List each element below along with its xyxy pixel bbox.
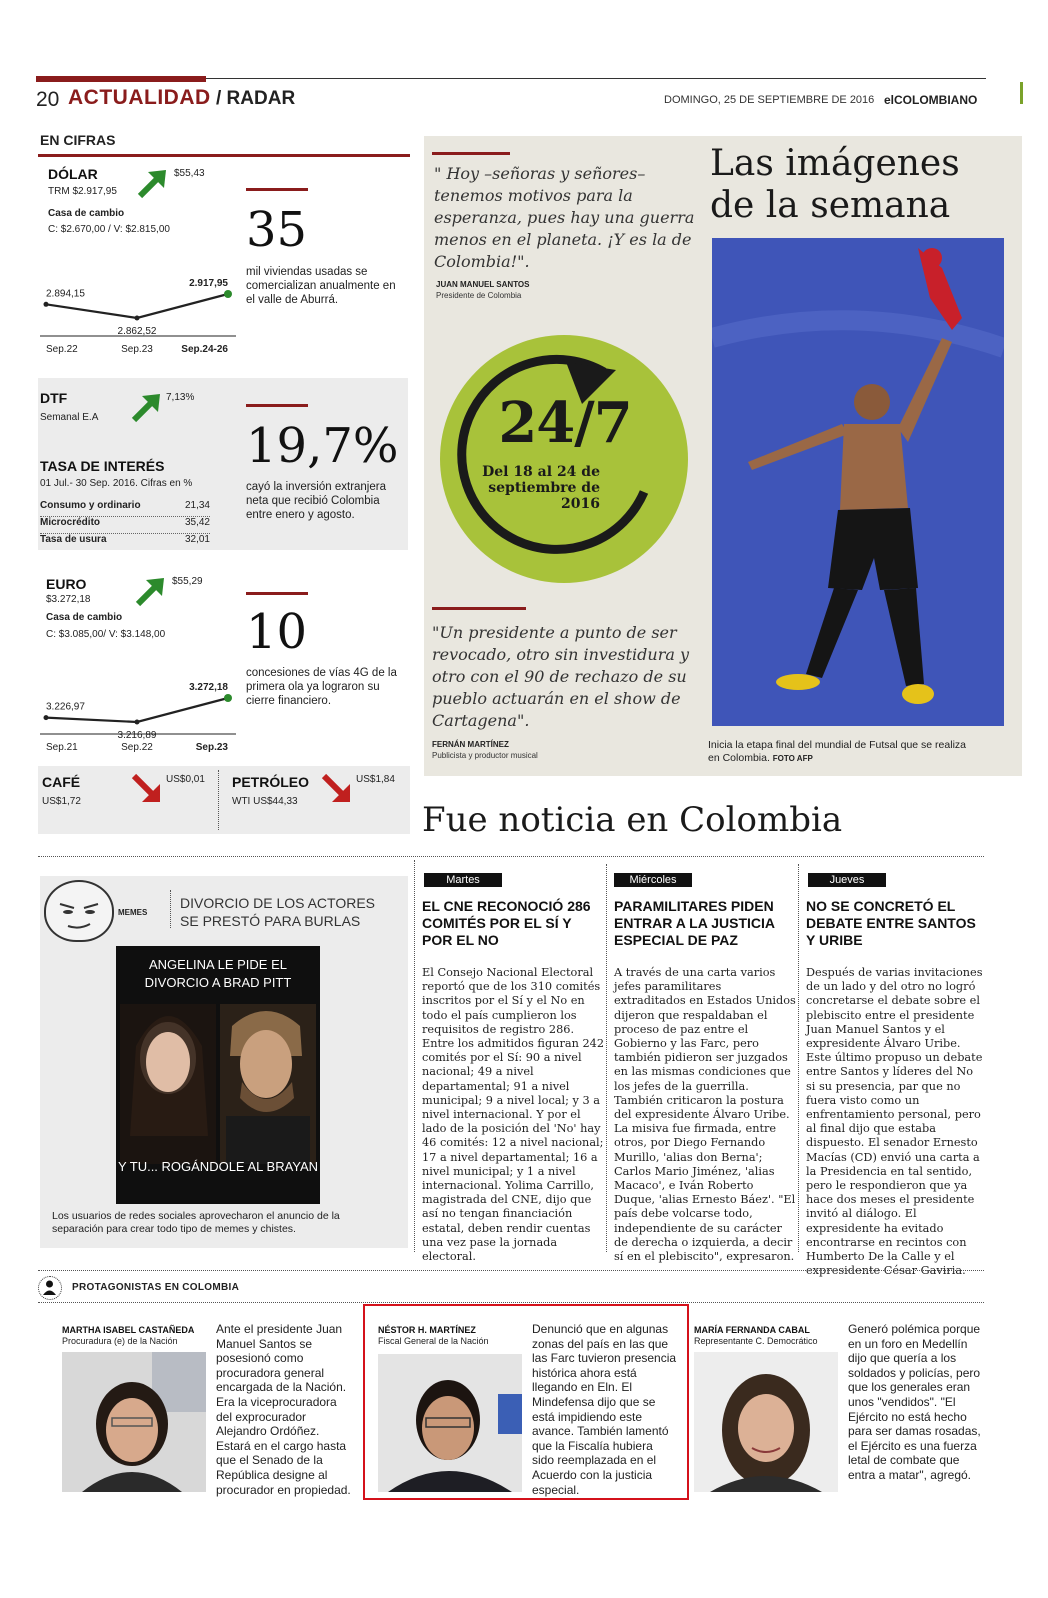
photo-caption-text: Inicia la etapa final del mundial de Futsal que se realiza en Colombia.	[708, 739, 966, 764]
euro-compra-venta: C: $3.085,00/ V: $3.148,00	[46, 629, 166, 640]
stat-number: 10	[246, 604, 308, 660]
chart-tick-label: Sep.22	[46, 344, 78, 355]
person-role: Representante C. Democrático	[694, 1336, 818, 1346]
quote-author: JUAN MANUEL SANTOS	[436, 280, 530, 289]
stat-caption: cayó la inversión extranjera neta que recibió Colombia entre enero y agosto.	[246, 481, 386, 521]
edge-marker	[1020, 82, 1023, 104]
commodities-panel	[38, 766, 410, 834]
dolar-compra-venta: C: $2.670,00 / V: $2.815,00	[48, 224, 170, 235]
dtf-change: 7,13%	[166, 392, 195, 403]
person-role: Procuradura (e) de la Nación	[62, 1336, 178, 1346]
chart-tick-label: Sep.21	[46, 742, 78, 753]
euro-casa-label: Casa de cambio	[46, 612, 123, 623]
news-headline: NO SE CONCRETÓ EL DEBATE ENTRE SANTOS Y URIBE	[806, 898, 976, 948]
tasa-table	[40, 500, 210, 551]
chart-tick-label: Sep.23	[121, 344, 153, 355]
stat-rule	[246, 188, 308, 191]
up-arrow-icon	[134, 574, 168, 608]
euro-change: $55,29	[172, 576, 203, 587]
chart-point	[135, 720, 140, 725]
tasa-row-value: 21,34	[184, 500, 210, 511]
meme-face-drawing	[46, 882, 112, 940]
petroleo-change: US$1,84	[356, 774, 395, 785]
person-glyph	[39, 1277, 60, 1298]
petroleo-value: WTI US$44,33	[232, 796, 298, 807]
chart-point	[224, 290, 232, 298]
column-divider	[414, 860, 415, 1252]
up-arrow-icon	[130, 390, 164, 424]
tasa-row-value: 35,42	[184, 517, 210, 528]
stat-number: 35	[246, 202, 308, 258]
protagonistas-rule	[38, 1302, 984, 1303]
tasa-sub: 01 Jul.- 30 Sep. 2016. Cifras en %	[40, 478, 193, 489]
newspaper-brand: elCOLOMBIANO	[884, 93, 978, 107]
portrait-drawing	[694, 1352, 838, 1492]
stat-number: 19,7%	[246, 418, 399, 474]
down-arrow-icon	[130, 772, 164, 806]
badge-dates: Del 18 al 24 de septiembre de 2016	[482, 464, 600, 512]
cifras-rule	[38, 154, 410, 157]
news-headline: EL CNE RECONOCIÓ 286 COMITÉS POR EL SÍ Y POR EL NO	[422, 898, 591, 948]
cifras-title: EN CIFRAS	[40, 132, 116, 148]
section-divider	[38, 856, 984, 857]
stat-caption: concesiones de vías 4G de la primera ola ya lograron su cierre financiero.	[246, 667, 397, 707]
section-divider	[38, 1270, 984, 1271]
issue-date: DOMINGO, 25 DE SEPTIEMBRE DE 2016	[664, 94, 875, 106]
subsection-title: / RADAR	[216, 88, 296, 109]
dolar-title: DÓLAR	[48, 166, 98, 182]
dolar-trm: TRM $2.917,95	[48, 186, 117, 197]
down-arrow-icon	[320, 772, 354, 806]
day-tag: Martes	[424, 873, 502, 887]
chart-tick-label: Sep.24-26	[181, 344, 228, 355]
day-tag: Jueves	[808, 873, 886, 887]
dtf-sub: Semanal E.A	[40, 412, 99, 423]
portrait-drawing	[378, 1354, 522, 1492]
stat-caption: mil viviendas usadas se comercializan anualmente en el valle de Aburrá.	[246, 266, 396, 306]
feature-quote: "Un presidente a punto de ser revocado, otro sin investidura y otro con el 90 de rechazo de su pueblo actuarán en el show de Cartagena".	[432, 623, 690, 730]
quote-author-role: Presidente de Colombia	[436, 291, 522, 300]
memes-title: DIVORCIO DE LOS ACTORES SE PRESTÓ PARA BURLAS	[180, 895, 376, 929]
meme-top-text: ANGELINA LE PIDE EL DIVORCIO A BRAD PITT	[144, 957, 292, 990]
feature-title: Las imágenes de la semana	[710, 143, 960, 226]
stat-rule	[246, 592, 308, 595]
euro-title: EURO	[46, 576, 87, 592]
chart-point	[44, 715, 49, 720]
feature-quote: " Hoy –señoras y señores– tenemos motivos para la esperanza, pues hay una guerra menos en el planeta. ¡Y es la de Colombia!".	[434, 164, 695, 271]
meme-face-icon	[44, 880, 114, 942]
chart-value-label: 2.917,95	[189, 278, 228, 289]
news-headline: PARAMILITARES PIDEN ENTRAR A LA JUSTICIA ESPECIAL DE PAZ	[614, 898, 775, 948]
page-number: 20	[36, 88, 60, 111]
section-title: ACTUALIDAD	[68, 86, 211, 109]
chart-value-label: 3.216,89	[117, 730, 157, 741]
stat-rule	[246, 404, 308, 407]
photo-credit: FOTO AFP	[772, 754, 813, 763]
portrait-drawing	[62, 1352, 206, 1492]
dolar-casa-label: Casa de cambio	[48, 208, 125, 219]
memes-divider	[170, 890, 171, 928]
person-role: Fiscal General de la Nación	[378, 1336, 489, 1346]
header-accent-bar	[36, 76, 206, 82]
futsal-photo	[712, 238, 1004, 726]
chart-value-label: 3.226,97	[46, 701, 85, 713]
noticia-title: Fue noticia en Colombia	[422, 800, 843, 840]
memes-tag: MEMES	[118, 908, 148, 917]
cafe-value: US$1,72	[42, 796, 81, 807]
news-body: El Consejo Nacional Electoral reportó que de los 310 comités inscritos por el Sí y el No en todo el país cumplieron los requisitos de registro 286. Entre los admitidos figuran 242 comités por el Sí: 90 a nivel nacional; 49 a nivel departamental; 91 a nivel municipal; 9 a nivel local; y 3 a nivel internacional. Y por el lado de la posición del 'No' hay 46 comités: 12 a nivel nacional; 17 a nivel departamental; 16 a nivel municipal; y 1 a nivel internacional. Yolima Carrillo, magistrada del CNE, dijo que así no tengan financiación estatal, deben rendir cuentas una vez pase la jornada electoral.	[422, 966, 605, 1264]
chart-value-label: 2.894,15	[46, 288, 85, 300]
news-body: Después de varias invitaciones de un lado y del otro no logró concretarse el debate sobre el plebiscito entre el presidente Juan Manuel Santos y el expresidente Álvaro Uribe. Este último propuso un debate entre Santos y líderes del No si su presencia, par que no fuera visto como un enfrentamiento personal, pero al final dijo que estaba dispuesto. El senador Ernesto Macías (CD) envió una carta a la Presidencia en tal sentido, pero le respondieron que ya hace dos meses el presidente invitó al diálogo. El expresidente ha evitado encontrarse en recintos con Humberto De la Calle y el expresidente César Gaviria.	[806, 966, 983, 1278]
cafe-change: US$0,01	[166, 774, 205, 785]
clock-arrow-icon	[454, 342, 674, 572]
quote-rule	[432, 152, 510, 155]
tasa-row	[40, 534, 210, 551]
chart-tick-label: Sep.22	[121, 742, 153, 753]
person-photo	[62, 1352, 206, 1492]
tasa-row-label: Microcrédito	[40, 517, 101, 528]
protagonistas-title: PROTAGONISTAS EN COLOMBIA	[72, 1282, 240, 1293]
person-text: Generó polémica porque en un foro en Medellín dijo que quería a los soldados y policías, pero que los generales eran unos "vendidos". "El Ejército no está hecho para ser damas rosadas, el Ejército es una fuerza letal de combate que entra a matar", agregó.	[848, 1322, 981, 1482]
person-text: Ante el presidente Juan Manuel Santos se posesionó como procuradora general encargada de la Nación. Era la viceprocuradora del exprocurador Alejandro Ordóñez. Estará en el cargo hasta que el Senado de la República designe al procurador en propiedad.	[216, 1322, 351, 1497]
day-tag: Miércoles	[614, 873, 692, 887]
dolar-line-chart	[40, 268, 236, 358]
chart-value-label: 3.272,18	[189, 682, 228, 693]
tasa-row	[40, 500, 210, 517]
quote-author: FERNÁN MARTÍNEZ	[432, 740, 509, 749]
cafe-title: CAFÉ	[42, 774, 81, 790]
quote-author-role: Publicista y productor musical	[432, 751, 538, 760]
tasa-row	[40, 517, 210, 534]
petroleo-title: PETRÓLEO	[232, 774, 310, 790]
person-icon	[38, 1276, 62, 1300]
person-text: Denunció que en algunas zonas del país en las que las Farc tuvieron presencia histórica ahora está llegando en Eln. El Mindefensa dijo que se está impidiendo este avance. También lamentó que la Fiscalía hubiera sido reemplazada en el Acuerdo con la justicia especial.	[532, 1322, 677, 1497]
photo-caption	[708, 739, 978, 765]
tasa-row-label: Consumo y ordinario	[40, 500, 141, 511]
tasa-row-label: Tasa de usura	[40, 534, 107, 545]
person-name: NÉSTOR H. MARTÍNEZ	[378, 1325, 476, 1335]
meme-bottom-text: Y TU... ROGÁNDOLE AL BRAYAN	[117, 1159, 319, 1174]
up-arrow-icon	[136, 166, 170, 200]
badge-number: 24/7	[498, 390, 632, 456]
chart-point	[44, 302, 49, 307]
news-body: A través de una carta varios jefes paramilitares extraditados en Estados Unidos dijeron que respaldaban el proceso de paz entre el Gobierno y las Farc, pero también pidieron ser juzgados en las mismas condiciones que los jefes de la guerrilla. También criticaron la postura del expresidente Álvaro Uribe. La misiva fue firmada, entre otros, por Diego Fernando Murillo, 'alias don Berna'; Carlos Mario Jiménez, 'alias Macaco', e Iván Roberto Duque, 'alias Ernesto Báez'. "El país debe volcarse todo, independiente de su carácter de derecha o izquierda, a decir sí en el plebiscito", expresaron.	[614, 966, 796, 1264]
player-illustration	[712, 238, 1004, 726]
chart-point	[224, 694, 232, 702]
chart-point	[135, 316, 140, 321]
column-divider	[798, 864, 799, 1252]
column-divider	[606, 864, 607, 1252]
dolar-change: $55,43	[174, 168, 205, 179]
person-photo	[694, 1352, 838, 1492]
person-photo	[378, 1354, 522, 1492]
commodities-divider	[218, 770, 219, 830]
tasa-title: TASA DE INTERÉS	[40, 458, 165, 474]
euro-line-chart	[40, 672, 236, 756]
euro-value: $3.272,18	[46, 594, 91, 605]
chart-value-label: 2.862,52	[117, 326, 157, 337]
person-name: MARÍA FERNANDA CABAL	[694, 1325, 810, 1335]
dtf-title: DTF	[40, 390, 68, 406]
memes-caption: Los usuarios de redes sociales aprovecharon el anuncio de la separación para crear todo tipo de memes y chistes.	[52, 1210, 340, 1235]
tasa-row-value: 32,01	[184, 534, 210, 545]
chart-tick-label: Sep.23	[195, 742, 228, 753]
person-name: MARTHA ISABEL CASTAÑEDA	[62, 1325, 195, 1335]
quote-rule	[432, 607, 526, 610]
